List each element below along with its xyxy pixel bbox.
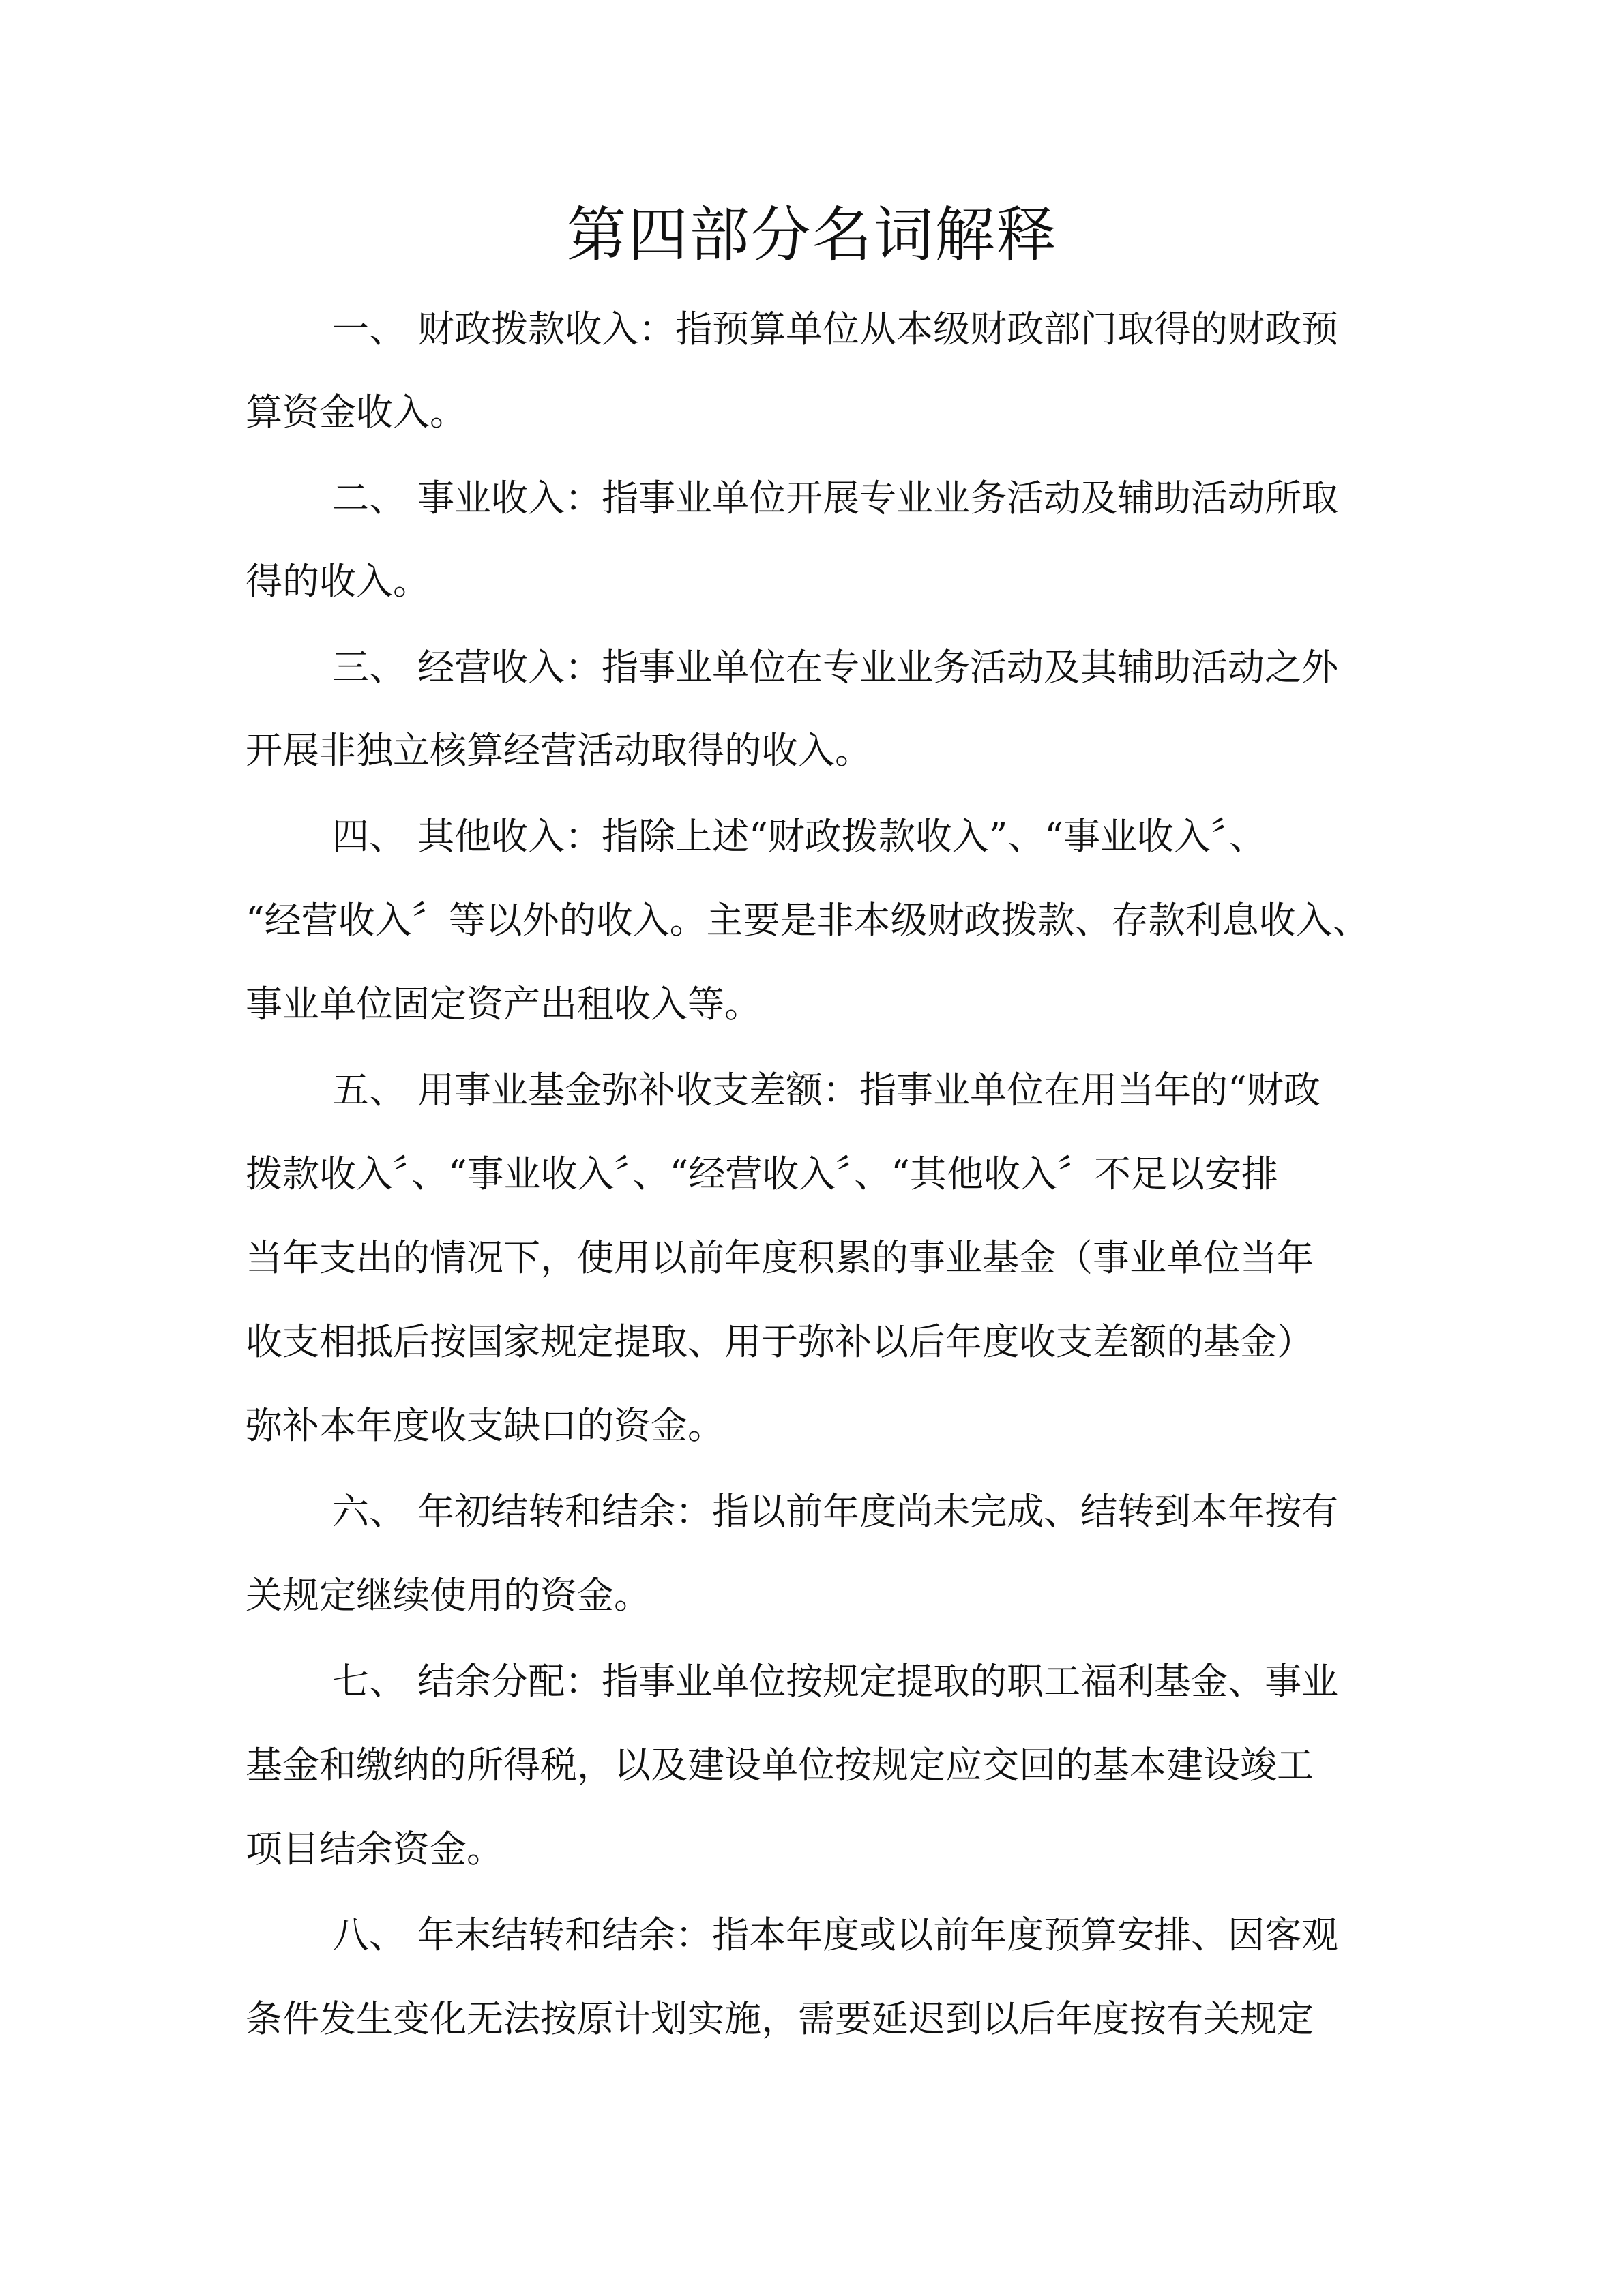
section-2-line-2: 得的收入。 xyxy=(246,560,430,603)
section-2-line-1: 二、 事业收入：指事业单位开展专业业务活动及辅助活动所取 xyxy=(332,477,1339,520)
section-1-line-1: 一、 财政拨款收入：指预算单位从本级财政部门取得的财政预 xyxy=(332,308,1339,351)
section-4-line-3: 事业单位固定资产出租收入等。 xyxy=(246,983,761,1026)
section-3-line-2: 开展非独立核算经营活动取得的收入。 xyxy=(246,729,872,772)
section-6-line-1: 六、 年初结转和结余：指以前年度尚未完成、结转到本年按有 xyxy=(332,1490,1339,1533)
section-5-line-2: 拨款收入〞、“事业收入〞、“经营收入〞、“其他收入〞不足以安排 xyxy=(246,1152,1278,1195)
section-7-line-2: 基金和缴纳的所得税，以及建设单位按规定应交回的基本建设竣工 xyxy=(246,1744,1314,1787)
section-5-line-5: 弥补本年度收支缺口的资金。 xyxy=(246,1404,724,1447)
page-title: 第四部分名词解释 xyxy=(566,200,1058,270)
section-8-line-1: 八、 年末结转和结余：指本年度或以前年度预算安排、因客观 xyxy=(332,1913,1339,1956)
section-5-line-1: 五、 用事业基金弥补收支差额：指事业单位在用当年的“财政 xyxy=(332,1069,1320,1112)
section-7-line-3: 项目结余资金。 xyxy=(246,1828,503,1870)
section-4-line-2: “经营收入〞等以外的收入。主要是非本级财政拨款、存款利息收入、 xyxy=(246,899,1370,942)
section-4-line-1: 四、 其他收入：指除上述“财政拨款收入”、“事业收入〞、 xyxy=(332,815,1266,858)
section-7-line-1: 七、 结余分配：指事业单位按规定提取的职工福利基金、事业 xyxy=(332,1660,1339,1703)
section-8-line-2: 条件发生变化无法按原计划实施，需要延迟到以后年度按有关规定 xyxy=(246,1997,1314,2040)
section-5-line-3: 当年支出的情况下，使用以前年度积累的事业基金（事业单位当年 xyxy=(246,1236,1314,1279)
section-6-line-2: 关规定继续使用的资金。 xyxy=(246,1574,651,1617)
section-5-line-4: 收支相抵后按国家规定提取、用于弥补以后年度收支差额的基金） xyxy=(246,1320,1314,1363)
section-1-line-2: 算资金收入。 xyxy=(246,391,467,434)
section-3-line-1: 三、 经营收入：指事业单位在专业业务活动及其辅助活动之外 xyxy=(332,646,1339,689)
